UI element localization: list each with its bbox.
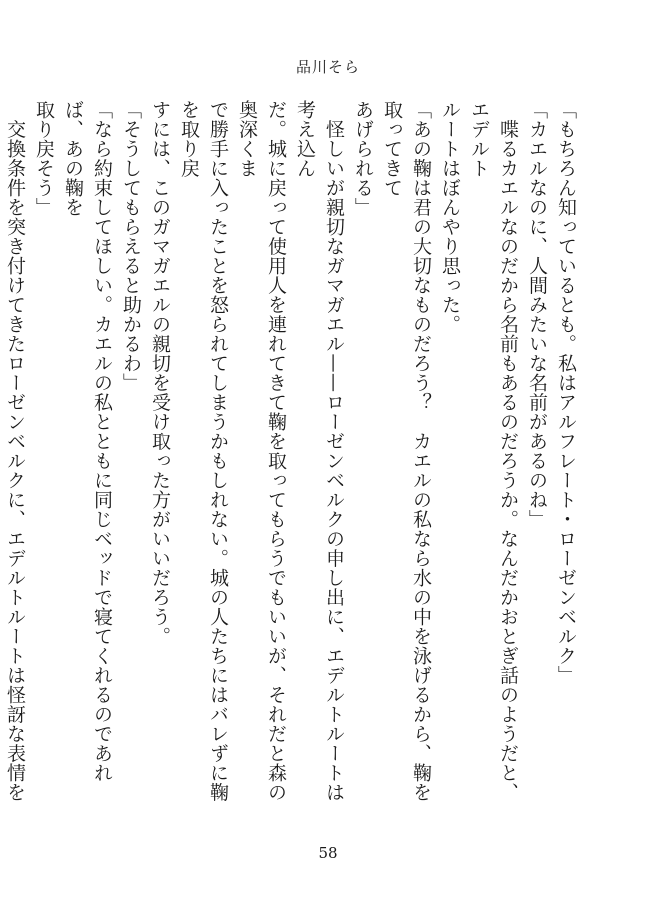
text-line: だ。城に戻って使用人を連れてきて鞠を取ってもらうでもいいが、それだと森の奥深くま [236, 100, 287, 802]
text-line: 「カエルなのに、人間みたいな名前があるのね」 [526, 100, 548, 529]
text-line: 「なら約束してほしい。カエルの私とともに同じベッドで寝てくれるのであれば、あの鞠を [62, 100, 113, 783]
text-line: あげられる」 [352, 100, 374, 217]
text-line: ルートはぼんやり思った。 [439, 100, 461, 334]
running-header-author: 品川そら [295, 58, 360, 76]
text-line: 「そうしてもらえると助かるわ」 [120, 100, 142, 393]
text-line: 喋るカエルなのだから名前もあるのだろうか。なんだかおとぎ話のようだと、エデルト [468, 100, 519, 802]
text-line: 怪しいが親切なガマガエル——ローゼンベルクの申し出に、エデルトルートは考え込ん [294, 100, 345, 802]
text-line: 「あの鞠は君の大切なものだろう？ カエルの私なら水の中を泳げるから、鞠を取ってきて [381, 100, 432, 802]
text-line: 「もちろん知っているとも。私はアルフレート・ローゼンベルク」 [555, 100, 577, 685]
page-number: 58 [318, 844, 338, 862]
text-line: 交換条件を突き付けてきたローゼンベルクに、エデルトルートは怪訝な表情を [4, 119, 26, 802]
text-line: で勝手に入ったことを怒られてしまうかもしれない。城の人たちにはバレずに鞠を取り戻 [178, 100, 229, 802]
text-line: すには、このガマガエルの親切を受け取った方がいいだろう。 [149, 100, 171, 646]
text-line: 取り戻そう」 [33, 100, 55, 217]
vertical-text-body [4, 100, 580, 810]
